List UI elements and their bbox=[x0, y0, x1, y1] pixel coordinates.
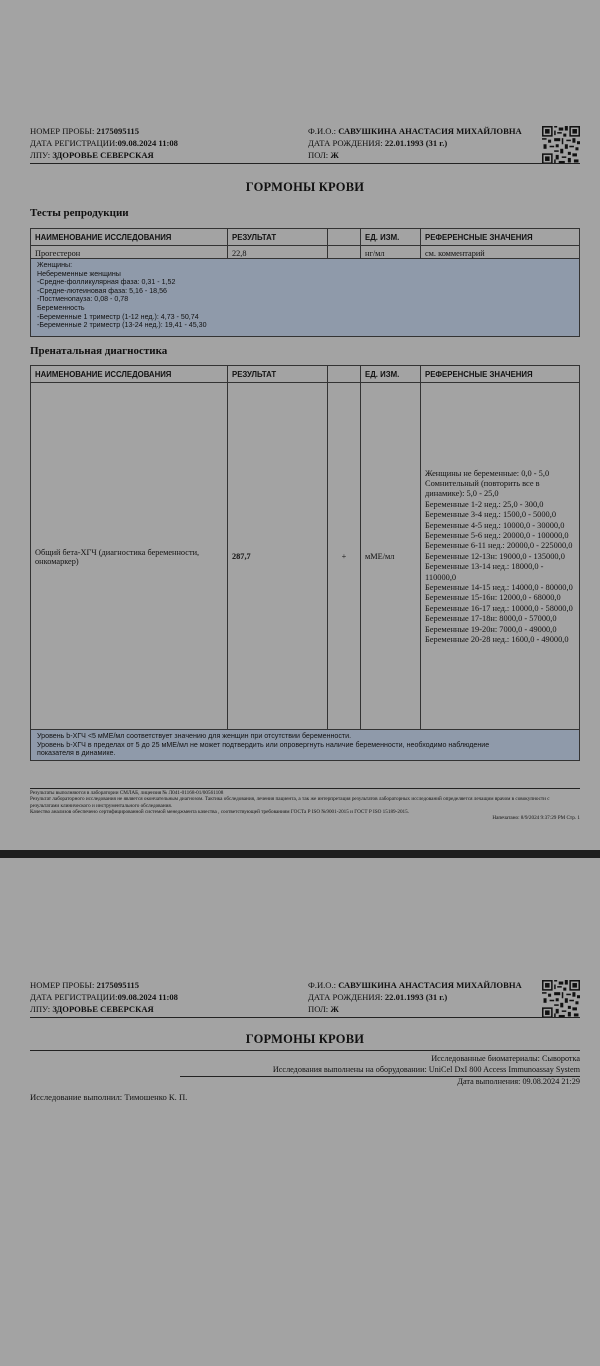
biomaterial-info: Исследованные биоматериалы: Сыворотка bbox=[431, 1054, 580, 1063]
patient-header bbox=[30, 980, 580, 1016]
table-header-row bbox=[31, 229, 580, 246]
lpu-label: ЛПУ: bbox=[30, 150, 51, 160]
comment-line: показателя в динамике. bbox=[37, 749, 116, 758]
comment-line: -Средне-фолликулярная фаза: 0,31 - 1,52 bbox=[37, 278, 176, 287]
report-title: ГОРМОНЫ КРОВИ bbox=[245, 1032, 365, 1046]
lpu-name: ЗДОРОВЬЕ СЕВЕРСКАЯ bbox=[52, 1004, 154, 1014]
completion-date: Дата выполнения: 09.08.2024 21:29 bbox=[457, 1077, 580, 1086]
hcg-comment bbox=[30, 729, 580, 761]
test-unit: нг/мл bbox=[361, 246, 421, 261]
col-header-result: РЕЗУЛЬТАТ bbox=[228, 366, 328, 383]
report-page-2 bbox=[0, 858, 600, 1366]
col-header-ref: РЕФЕРЕНСНЫЕ ЗНАЧЕНИЯ bbox=[421, 366, 580, 383]
reference-line: Беременные 15-16н: 12000,0 - 68000,0 bbox=[425, 593, 561, 603]
date-of-birth: 22.01.1993 (31 г.) bbox=[384, 138, 448, 148]
col-header-flag bbox=[328, 229, 361, 246]
reference-line: Женщины не беременные: 0,0 - 5,0 bbox=[425, 468, 550, 478]
header-divider bbox=[30, 1017, 580, 1018]
prenatal-results-table bbox=[30, 365, 580, 731]
reference-line: Беременные 6-11 нед.: 20000,0 - 225000,0 bbox=[425, 541, 573, 551]
sex-value: Ж bbox=[330, 1004, 339, 1014]
reference-line: Сомнительный (повторить все в динамике): 5,0 - 25,0 bbox=[425, 478, 540, 499]
reference-line: Беременные 3-4 нед.: 1500,0 - 5000,0 bbox=[425, 510, 557, 520]
qr-code-icon bbox=[542, 126, 580, 164]
test-name: Общий бета-ХГЧ (диагностика беременности, онкомаркер) bbox=[31, 383, 228, 731]
col-header-name: НАИМЕНОВАНИЕ ИССЛЕДОВАНИЯ bbox=[31, 229, 228, 246]
sample-label: НОМЕР ПРОБЫ: bbox=[30, 126, 95, 136]
table-row bbox=[31, 383, 580, 731]
section-title-reproduction: Тесты репродукции bbox=[30, 207, 129, 219]
test-result: 22,8 bbox=[228, 246, 328, 261]
reference-line: Беременные 4-5 нед.: 10000,0 - 30000,0 bbox=[425, 520, 565, 530]
reference-line: Беременные 14-15 нед.: 14000,0 - 80000,0 bbox=[425, 583, 573, 593]
sex-value: Ж bbox=[330, 150, 339, 160]
test-result: 287,7 bbox=[228, 383, 328, 731]
lpu-label: ЛПУ: bbox=[30, 1004, 51, 1014]
registration-date: 09.08.2024 11:08 bbox=[117, 992, 178, 1002]
date-of-birth: 22.01.1993 (31 г.) bbox=[384, 992, 448, 1002]
page-separator bbox=[0, 850, 600, 858]
registration-label: ДАТА РЕГИСТРАЦИИ: bbox=[30, 138, 118, 148]
title-divider bbox=[30, 1050, 580, 1051]
fio-label: Ф.И.О.: bbox=[308, 980, 337, 990]
comment-line: -Беременные 1 триместр (1-12 нед.): 4,73 - 50,74 bbox=[37, 312, 199, 321]
lpu-name: ЗДОРОВЬЕ СЕВЕРСКАЯ bbox=[52, 150, 154, 160]
col-header-ref: РЕФЕРЕНСНЫЕ ЗНАЧЕНИЯ bbox=[421, 229, 580, 246]
table-header-row bbox=[31, 366, 580, 383]
footer-license: Результаты выполняются в лаборатории СМЛАБ, лицензия № Л041-01168-01/00561108 bbox=[30, 790, 224, 796]
section-title-prenatal: Пренатальная диагностика bbox=[30, 345, 168, 357]
registration-date: 09.08.2024 11:08 bbox=[117, 138, 178, 148]
qr-code-icon bbox=[542, 980, 580, 1018]
header-divider bbox=[30, 163, 580, 164]
sample-label: НОМЕР ПРОБЫ: bbox=[30, 980, 95, 990]
footer-printed: Напечатано: 8/9/2024 9:37:29 PM Стр. 1 bbox=[492, 815, 580, 822]
comment-line: Женщины: bbox=[37, 261, 73, 269]
test-flag: + bbox=[328, 383, 361, 731]
sample-number: 2175095115 bbox=[96, 980, 140, 990]
test-name: Прогестерон bbox=[31, 246, 228, 261]
patient-header bbox=[30, 126, 580, 162]
comment-line: Уровень b-ХГЧ в пределах от 5 до 25 мМЕ/мл не может подтвердить или опровергнуть наличие беременности, необходимо наблюдение bbox=[37, 740, 490, 749]
sex-label: ПОЛ: bbox=[308, 150, 329, 160]
footer-quality: Качество анализов обеспечено сертифицированной системой менеджмента качества , соответствующей требованиям ГОСТа Р ISO №9001-2015 и ГОСТ Р ISO 15189-2015. bbox=[30, 808, 410, 815]
test-unit: мМЕ/мл bbox=[361, 383, 421, 731]
reference-line: Беременные 17-18н: 8000,0 - 57000,0 bbox=[425, 614, 557, 624]
reference-line: Беременные 20-28 нед.: 1600,0 - 49000,0 bbox=[425, 635, 569, 645]
patient-name: САВУШКИНА АНАСТАСИЯ МИХАЙЛОВНА bbox=[338, 126, 522, 136]
report-title: ГОРМОНЫ КРОВИ bbox=[245, 180, 365, 194]
comment-line: Небеременные женщины bbox=[37, 269, 121, 278]
report-footer bbox=[30, 790, 580, 821]
equipment-info: Исследования выполнены на оборудовании: UniCel DxI 800 Access Immunoassay System bbox=[272, 1065, 580, 1074]
reproduction-results-table bbox=[30, 228, 580, 261]
col-header-unit: ЕД. ИЗМ. bbox=[361, 366, 421, 383]
comment-line: -Постменопауза: 0,08 - 0,78 bbox=[37, 295, 129, 304]
col-header-result: РЕЗУЛЬТАТ bbox=[228, 229, 328, 246]
dob-label: ДАТА РОЖДЕНИЯ: bbox=[308, 992, 383, 1002]
comment-line: -Средне-лютеиновая фаза: 5,16 - 18,56 bbox=[37, 286, 167, 295]
reference-line: Беременные 1-2 нед.: 25,0 - 300,0 bbox=[425, 499, 544, 509]
sample-number: 2175095115 bbox=[96, 126, 140, 136]
sex-label: ПОЛ: bbox=[308, 1004, 329, 1014]
col-header-unit: ЕД. ИЗМ. bbox=[361, 229, 421, 246]
fio-label: Ф.И.О.: bbox=[308, 126, 337, 136]
dob-label: ДАТА РОЖДЕНИЯ: bbox=[308, 138, 383, 148]
patient-name: САВУШКИНА АНАСТАСИЯ МИХАЙЛОВНА bbox=[338, 980, 522, 990]
test-reference bbox=[421, 383, 580, 731]
reference-line: Беременные 5-6 нед.: 20000,0 - 100000,0 bbox=[425, 530, 569, 540]
footer-disclaimer: Результат лабораторного исследования не является окончательным диагнозом. Тактика обследования, лечения пациента, а так же интерпретация результатов лабораторных исследований определяется лечащим врачом в совокупности с результатами клинического и инструментального обследования. bbox=[30, 796, 550, 809]
test-reference: см. комментарий bbox=[421, 246, 580, 261]
reference-line: Беременные 13-14 нед.: 18000,0 - 110000,0 bbox=[425, 562, 544, 582]
progesterone-comment bbox=[30, 258, 580, 337]
registration-label: ДАТА РЕГИСТРАЦИИ: bbox=[30, 992, 118, 1002]
reference-line: Беременные 12-13н: 19000,0 - 135000,0 bbox=[425, 551, 565, 561]
comment-line: Уровень b-ХГЧ <5 мМЕ/мл соответствует значению для женщин при отсутствии беременности. bbox=[37, 732, 352, 740]
col-header-flag bbox=[328, 366, 361, 383]
performer: Исследование выполнил: Тимошенко К. П. bbox=[30, 1092, 188, 1102]
reference-line: Беременные 19-20н: 7000,0 - 49000,0 bbox=[425, 624, 557, 634]
comment-line: -Беременные 2 триместр (13-24 нед.): 19,41 - 45,30 bbox=[37, 321, 207, 330]
footer-divider bbox=[30, 788, 580, 789]
comment-line: Беременность bbox=[37, 303, 85, 312]
reference-line: Беременные 16-17 нед.: 10000,0 - 58000,0 bbox=[425, 603, 573, 613]
col-header-name: НАИМЕНОВАНИЕ ИССЛЕДОВАНИЯ bbox=[31, 366, 228, 383]
